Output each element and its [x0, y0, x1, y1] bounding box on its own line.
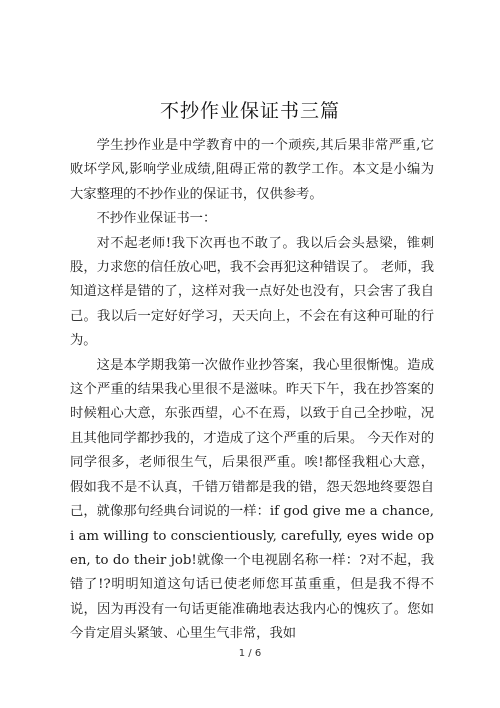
- section-heading: 不抄作业保证书一：: [96, 211, 217, 227]
- intro-paragraph: 学生抄作业是中学教育中的一个顽疾,其后果非常严重,它败坏学风,影响学业成绩,阻碍正常的教学工作。本文是小编为大家整理的不抄作业的保证书，仅供参考。: [70, 138, 434, 202]
- body-paragraph-2: 这是本学期我第一次做作业抄答案，我心里很惭愧。造成这个严重的结果我心里很不是滋味。昨天下午，我在抄答案的时候粗心大意，东张西望，心不在焉，以致于自己全抄啦，况且其他同学都抄我的，才造成了这个严重的后果。 今天作对的同学很多，老师很生气，后果很严重。唉!都怪我粗心大意，假如我不是不认真，千错万错都是我的错，怨天怨地终要怨自己，就像那句经典台词说的一样：if god give me a chance, i am willing to conscientiously, carefully, eyes wide open, to do their job!就像一个电视剧名称一样：?对不起，我错了!?明明知道这句话已使老师您耳茧重重，但是我不得不说，因为再没有一句话更能准确地表达我内心的愧疚了。您如今肯定眉头紧皱、心里生气非常，我如: [70, 357, 434, 642]
- page-indicator: 1 / 6: [238, 648, 262, 659]
- document-title: 不抄作业保证书三篇: [159, 100, 340, 122]
- body-paragraph-1: 对不起老师!我下次再也不敢了。我以后会头悬梁，锥刺股，力求您的信任放心吧，我不会再犯这种错误了。 老师，我知道这样是错的了，这样对我一点好处也没有，只会害了我自己。我以后一定好好学习，天天向上，不会在有这种可耻的行为。: [70, 235, 434, 349]
- document-body: [70, 134, 434, 647]
